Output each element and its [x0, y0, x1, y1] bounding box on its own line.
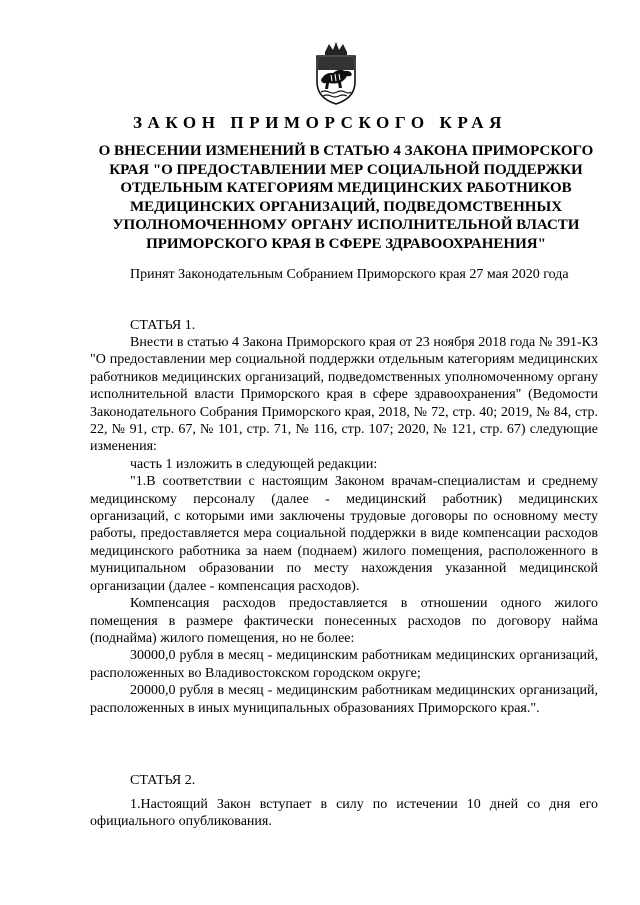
law-title: ЗАКОН ПРИМОРСКОГО КРАЯ: [132, 113, 508, 132]
quote-paragraph-1: "1.В соответствии с настоящим Законом врачам-специалистам и среднему медицинскому персоналу (далее - медицинский работник) медицинских организаций, с которыми ими заключены трудовые договоры по основному месту работы, предоставляется мера социальной поддержки в виде компенсации расходов медицинского работника за наем (поднаем) жилого помещения, расположенного в муниципальном образовании по месту нахождения указанной медицинской организации (далее - компенсация расходов).: [90, 474, 598, 594]
article-1-body: [90, 334, 598, 717]
law-heading: О ВНЕСЕНИИ ИЗМЕНЕНИЙ В СТАТЬЮ 4 ЗАКОНА ПРИМОРСКОГО КРАЯ "О ПРЕДОСТАВЛЕНИИ МЕР СОЦИАЛЬНОЙ ПОДДЕРЖКИ ОТДЕЛЬНЫМ КАТЕГОРИЯМ МЕДИЦИНСКИХ РАБОТНИКОВ МЕДИЦИНСКИХ ОРГАНИЗАЦИЙ, ПОДВЕДОМСТВЕННЫХ УПОЛНОМОЧЕННОМУ ОРГАНУ ИСПОЛНИТЕЛЬНОЙ ВЛАСТИ ПРИМОРСКОГО КРАЯ В СФЕРЕ ЗДРАВООХРАНЕНИЯ": [98, 143, 594, 252]
article-2-body: [90, 796, 598, 831]
article-2-title: СТАТЬЯ 2.: [130, 773, 196, 788]
adoption-note: [90, 266, 598, 283]
coat-of-arms-icon: [305, 40, 367, 106]
adoption-text: Принят Законодательным Собранием Приморского края 27 мая 2020 года: [130, 267, 569, 282]
article-2-paragraph-1: 1.Настоящий Закон вступает в силу по истечении 10 дней со дня его официального опубликования.: [90, 797, 598, 830]
quote-paragraph-3: 30000,0 рубля в месяц - медицинским работникам медицинских организаций, расположенных во Владивостокском городском округе;: [90, 648, 598, 681]
article-1-title: СТАТЬЯ 1.: [130, 318, 196, 333]
quote-paragraph-4: 20000,0 рубля в месяц - медицинским работникам медицинских организаций, расположенных в иных муниципальных образованиях Приморского края.".: [90, 683, 598, 716]
article-1-part1-line: часть 1 изложить в следующей редакции:: [130, 456, 378, 472]
quote-paragraph-2: Компенсация расходов предоставляется в отношении одного жилого помещения в размере фактически понесенных расходов по договору найма (поднайма) жилого помещения, но не более:: [90, 596, 598, 646]
article-1-intro: Внести в статью 4 Закона Приморского края от 23 ноября 2018 года № 391-КЗ "О предоставлении мер социальной поддержки отдельным категориям медицинских работников медицинских организаций, подведомственных уполномоченному органу исполнительной власти Приморского края в сфере здравоохранения" (Ведомости Законодательного Собрания Приморского края, 2018, № 72, стр. 40; 2019, № 84, стр. 22, № 91, стр. 67, № 101, стр. 71, № 116, стр. 107; 2020, № 121, стр. 67) следующие изменения:: [90, 335, 598, 455]
